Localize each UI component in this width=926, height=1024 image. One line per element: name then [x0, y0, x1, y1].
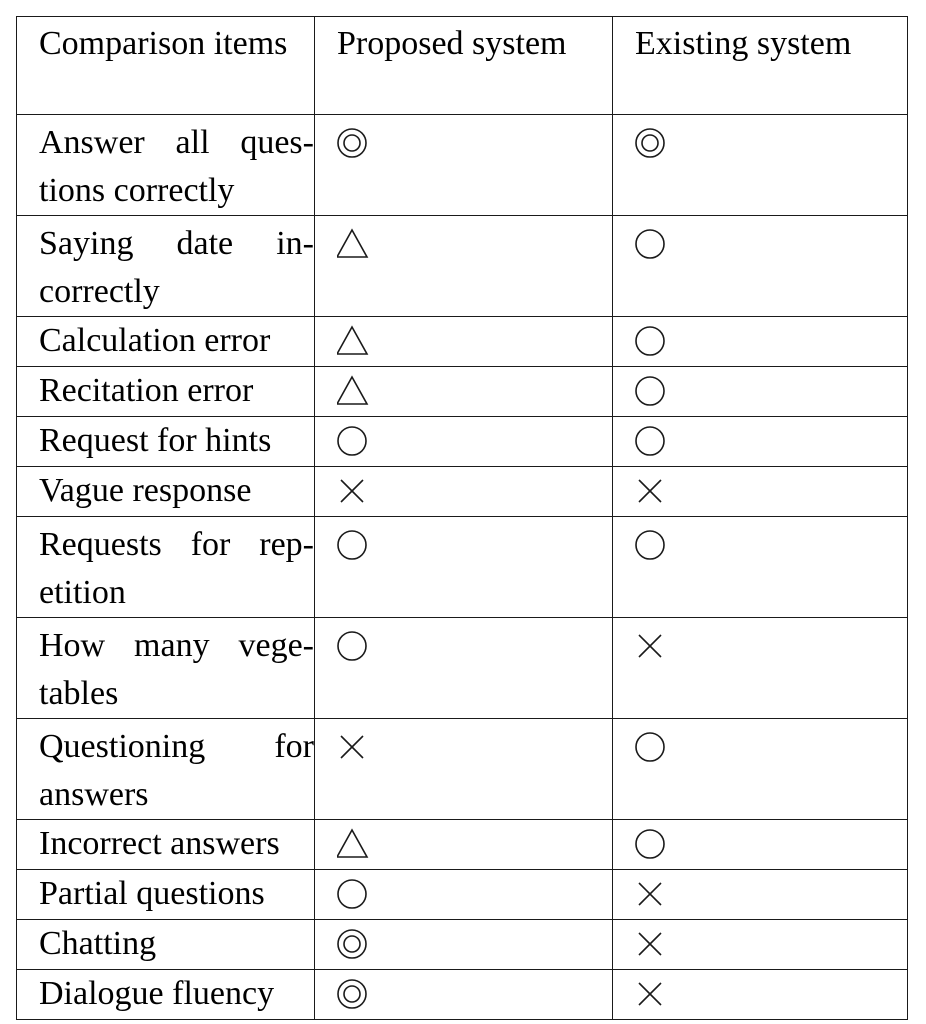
existing-system-cell [613, 367, 908, 417]
proposed-system-cell [315, 367, 613, 417]
comparison-item-line: Vague response [39, 472, 252, 509]
proposed-system-cell [315, 417, 613, 467]
existing-system-cell [613, 970, 908, 1020]
table-header-row [17, 17, 908, 115]
comparison-item-cell [17, 970, 315, 1020]
proposed-system-cell [315, 517, 613, 618]
circle-icon [635, 521, 669, 565]
comparison-item-line: Request for hints [39, 422, 272, 459]
comparison-item-cell [17, 115, 315, 216]
table-row [17, 317, 908, 367]
existing-system-cell [613, 517, 908, 618]
table-row [17, 467, 908, 517]
comparison-item-line: Recitation error [39, 372, 254, 409]
table-row [17, 920, 908, 970]
table-row [17, 417, 908, 467]
triangle-icon [337, 317, 371, 361]
comparison-item-cell [17, 317, 315, 367]
circle-icon [337, 622, 371, 666]
circle-icon [635, 417, 669, 461]
table-row [17, 970, 908, 1020]
comparison-item-cell [17, 920, 315, 970]
table-row [17, 517, 908, 618]
comparison-item-line: Questioning for [39, 728, 314, 765]
existing-system-cell [613, 719, 908, 820]
comparison-item-line: Dialogue fluency [39, 975, 275, 1012]
circle-icon [337, 521, 371, 565]
cross-icon [635, 870, 669, 914]
comparison-item-line: answers [39, 776, 149, 813]
double-circle-icon [337, 119, 371, 163]
table-row [17, 618, 908, 719]
table-row [17, 719, 908, 820]
circle-icon [337, 417, 371, 461]
triangle-icon [337, 220, 371, 264]
comparison-item-line: Requests for rep- [39, 526, 314, 563]
comparison-item-cell [17, 216, 315, 317]
comparison-item-cell [17, 367, 315, 417]
comparison-item-cell [17, 618, 315, 719]
comparison-item-line: etition [39, 574, 126, 611]
comparison-item-line: tables [39, 675, 119, 712]
existing-system-cell [613, 417, 908, 467]
cross-icon [337, 723, 371, 767]
table-row [17, 367, 908, 417]
double-circle-icon [337, 920, 371, 964]
cross-icon [635, 920, 669, 964]
double-circle-icon [635, 119, 669, 163]
existing-system-cell [613, 618, 908, 719]
circle-icon [635, 220, 669, 264]
circle-icon [635, 723, 669, 767]
circle-icon [635, 317, 669, 361]
proposed-system-cell [315, 820, 613, 870]
comparison-item-cell [17, 820, 315, 870]
header-existing-system: Existing system [613, 17, 908, 115]
table-row [17, 115, 908, 216]
comparison-item-cell [17, 517, 315, 618]
triangle-icon [337, 820, 371, 864]
table-row [17, 870, 908, 920]
comparison-item-cell [17, 870, 315, 920]
comparison-item-cell [17, 719, 315, 820]
proposed-system-cell [315, 317, 613, 367]
comparison-item-line: How many vege- [39, 627, 314, 664]
comparison-table-body [17, 17, 908, 1020]
existing-system-cell [613, 920, 908, 970]
comparison-item-cell [17, 467, 315, 517]
existing-system-cell [613, 467, 908, 517]
double-circle-icon [337, 970, 371, 1014]
header-proposed-system: Proposed system [315, 17, 613, 115]
comparison-item-line: correctly [39, 273, 160, 310]
existing-system-cell [613, 820, 908, 870]
comparison-item-line: Saying date in- [39, 225, 314, 262]
table-row [17, 820, 908, 870]
circle-icon [635, 820, 669, 864]
proposed-system-cell [315, 467, 613, 517]
header-comparison-items: Comparison items [17, 17, 315, 115]
proposed-system-cell [315, 970, 613, 1020]
proposed-system-cell [315, 920, 613, 970]
comparison-item-line: Calculation error [39, 322, 271, 359]
existing-system-cell [613, 115, 908, 216]
table-row [17, 216, 908, 317]
circle-icon [635, 367, 669, 411]
existing-system-cell [613, 870, 908, 920]
cross-icon [337, 467, 371, 511]
circle-icon [337, 870, 371, 914]
comparison-item-line: Partial questions [39, 875, 265, 912]
comparison-item-line: tions correctly [39, 172, 235, 209]
proposed-system-cell [315, 115, 613, 216]
triangle-icon [337, 367, 371, 411]
comparison-item-cell [17, 417, 315, 467]
proposed-system-cell [315, 618, 613, 719]
cross-icon [635, 467, 669, 511]
proposed-system-cell [315, 216, 613, 317]
cross-icon [635, 970, 669, 1014]
existing-system-cell [613, 216, 908, 317]
proposed-system-cell [315, 870, 613, 920]
comparison-item-line: Chatting [39, 925, 157, 962]
comparison-item-line: Answer all ques- [39, 124, 314, 161]
comparison-item-line: Incorrect answers [39, 825, 280, 862]
comparison-table [16, 16, 908, 1020]
proposed-system-cell [315, 719, 613, 820]
cross-icon [635, 622, 669, 666]
existing-system-cell [613, 317, 908, 367]
